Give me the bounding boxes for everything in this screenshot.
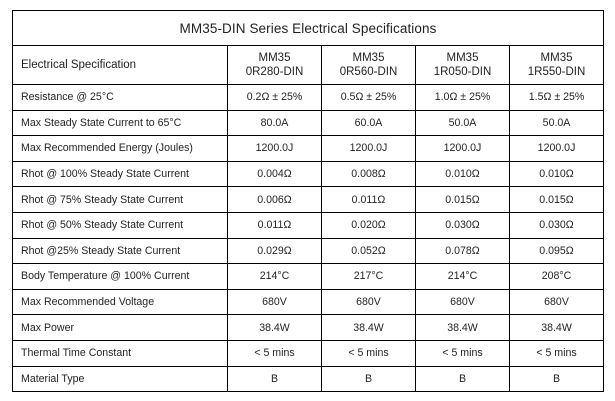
table-cell: 0.078Ω [416,238,510,264]
table-cell: 1200.0J [322,136,416,162]
table-cell: 38.4W [228,315,322,341]
table-cell: 0.010Ω [416,161,510,187]
row-label: Rhot @ 75% Steady State Current [13,187,228,213]
table-row [13,161,604,187]
table-cell: 680V [416,289,510,315]
table-cell: 0.011Ω [322,187,416,213]
table-row [13,366,604,392]
table-cell: 38.4W [510,315,604,341]
table-row [13,264,604,290]
row-label: Rhot @25% Steady State Current [13,238,228,264]
row-label: Max Recommended Energy (Joules) [13,136,228,162]
row-label: Max Recommended Voltage [13,289,228,315]
table-cell: < 5 mins [322,340,416,366]
header-column-1 [322,46,416,85]
row-label: Max Steady State Current to 65°C [13,110,228,136]
table-row [13,289,604,315]
table-cell: 208°C [510,264,604,290]
header-column-0-line2: 0R280-DIN [245,66,304,78]
table-row [13,340,604,366]
table-cell: 0.029Ω [228,238,322,264]
table-cell: 217°C [322,264,416,290]
table-cell: 0.5Ω ± 25% [322,85,416,111]
table-cell: < 5 mins [416,340,510,366]
table-cell: 0.008Ω [322,161,416,187]
table-cell: 0.004Ω [228,161,322,187]
table-row [13,110,604,136]
header-specification-label: Electrical Specification [13,46,228,85]
table-cell: 1.0Ω ± 25% [416,85,510,111]
table-cell: 0.006Ω [228,187,322,213]
row-label: Material Type [13,366,228,392]
table-cell: < 5 mins [510,340,604,366]
table-row [13,315,604,341]
table-cell: 214°C [228,264,322,290]
table-cell: B [322,366,416,392]
row-label: Rhot @ 50% Steady State Current [13,212,228,238]
table-cell: 680V [510,289,604,315]
table-cell: 0.015Ω [416,187,510,213]
table-row [13,187,604,213]
row-label: Resistance @ 25°C [13,85,228,111]
table-cell: 0.030Ω [416,212,510,238]
table-cell: 1200.0J [416,136,510,162]
table-cell: 0.2Ω ± 25% [228,85,322,111]
table-row [13,136,604,162]
row-label: Thermal Time Constant [13,340,228,366]
row-label: Rhot @ 100% Steady State Current [13,161,228,187]
table-header-row [13,46,604,85]
table-cell: 1200.0J [228,136,322,162]
table-cell: 0.052Ω [322,238,416,264]
row-label: Body Temperature @ 100% Current [13,264,228,290]
table-cell: 50.0A [510,110,604,136]
table-cell: 0.010Ω [510,161,604,187]
table-row [13,238,604,264]
table-cell: 1.5Ω ± 25% [510,85,604,111]
header-column-3 [510,46,604,85]
table-cell: 38.4W [416,315,510,341]
table-cell: 0.030Ω [510,212,604,238]
header-column-1-line1: MM35 [352,51,385,64]
header-column-3-line1: MM35 [540,51,573,64]
header-column-3-line2: 1R550-DIN [527,66,586,78]
table-cell: < 5 mins [228,340,322,366]
table-cell: 0.095Ω [510,238,604,264]
table-cell: 38.4W [322,315,416,341]
table-cell: 0.015Ω [510,187,604,213]
table-row [13,85,604,111]
table-cell: B [416,366,510,392]
table-row [13,212,604,238]
table-cell: 80.0A [228,110,322,136]
header-column-2-line1: MM35 [446,51,479,64]
header-column-2 [416,46,510,85]
header-column-0-line1: MM35 [258,51,291,64]
table-cell: 0.020Ω [322,212,416,238]
table-cell: 214°C [416,264,510,290]
table-cell: B [228,366,322,392]
header-column-2-line2: 1R050-DIN [433,66,492,78]
header-column-0 [228,46,322,85]
row-label: Max Power [13,315,228,341]
table-cell: 680V [228,289,322,315]
electrical-specifications-table [12,10,604,392]
table-cell: 60.0A [322,110,416,136]
table-cell: B [510,366,604,392]
page-title: MM35-DIN Series Electrical Specifications [13,11,604,46]
table-title-row [13,11,604,46]
header-column-1-line2: 0R560-DIN [339,66,398,78]
table-cell: 1200.0J [510,136,604,162]
table-cell: 50.0A [416,110,510,136]
table-cell: 0.011Ω [228,212,322,238]
table-cell: 680V [322,289,416,315]
